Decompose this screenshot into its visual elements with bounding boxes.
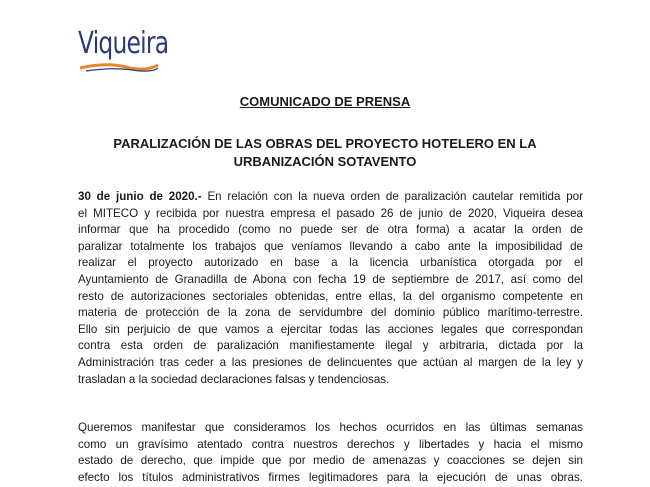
date: 30 de junio de 2020.-: [78, 190, 202, 203]
text-line: efecto los títulos administrativos firmes legitimadores para la ejecución de unas obras.: [78, 470, 583, 484]
paragraph-1: [78, 189, 583, 388]
text-line: paralizar totalmente los trabajos que veníamos llevando a cabo ante la imposibilidad de: [78, 239, 583, 253]
text-line: el MITECO y recibida por nuestra empresa el pasado 26 de junio de 2020, Viqueira desea: [78, 206, 583, 220]
logo-text: Viqueira: [78, 26, 169, 61]
text-line: Queremos manifestar que consideramos los hechos ocurridos en las últimas semanas: [78, 421, 583, 434]
text-line: 30 de junio de 2020.- En relación con la nueva orden de paralización cautelar remitida por: [78, 190, 583, 203]
text-line: estado de derecho, que impide que por medio de amenazas y coacciones se dejen sin: [78, 454, 583, 468]
logo-wave-icon: [76, 62, 160, 74]
text-line: Ayuntamiento de Granadilla de Abona con fecha 19 de septiembre de 2017, así como del: [78, 272, 583, 286]
text-line: informar que ha procedido (como no puede ser de otra forma) a acatar la orden de: [78, 223, 583, 237]
text-line: como un gravísimo atentado contra nuestros derechos y libertades y hacia el mismo: [78, 437, 583, 451]
text-line: realizar el proyecto autorizado en base a la licencia urbanística otorgada por el: [78, 256, 583, 270]
company-logo: [76, 26, 169, 78]
text-line: resto de autorizaciones sectoriales obtenidas, entre ellas, la del organismo competente en: [78, 289, 583, 303]
text-line: materia de protección de la zona de servidumbre del dominio público marítimo-terrestre.: [78, 306, 583, 320]
text-line: Administración tras ceder a las presiones de delincuentes que actúan al margen de la ley y: [78, 355, 583, 369]
text-line: Ello sin perjuicio de que vamos a ejercitar todas las acciones legales que correspondan: [78, 322, 583, 336]
press-release-heading: COMUNICADO DE PRENSA: [239, 94, 411, 109]
text-line: trasladan a la sociedad declaraciones falsas y tendenciosas.: [78, 372, 390, 386]
text-line: contra esta orden de paralización manifiestamente ilegal y arbitraria, dictada por la: [78, 339, 583, 353]
paragraph-2: [78, 420, 583, 486]
title-line-1: PARALIZACIÓN DE LAS OBRAS DEL PROYECTO HOTELERO EN LA: [113, 136, 537, 151]
title-line-2: URBANIZACIÓN SOTAVENTO: [233, 154, 417, 169]
